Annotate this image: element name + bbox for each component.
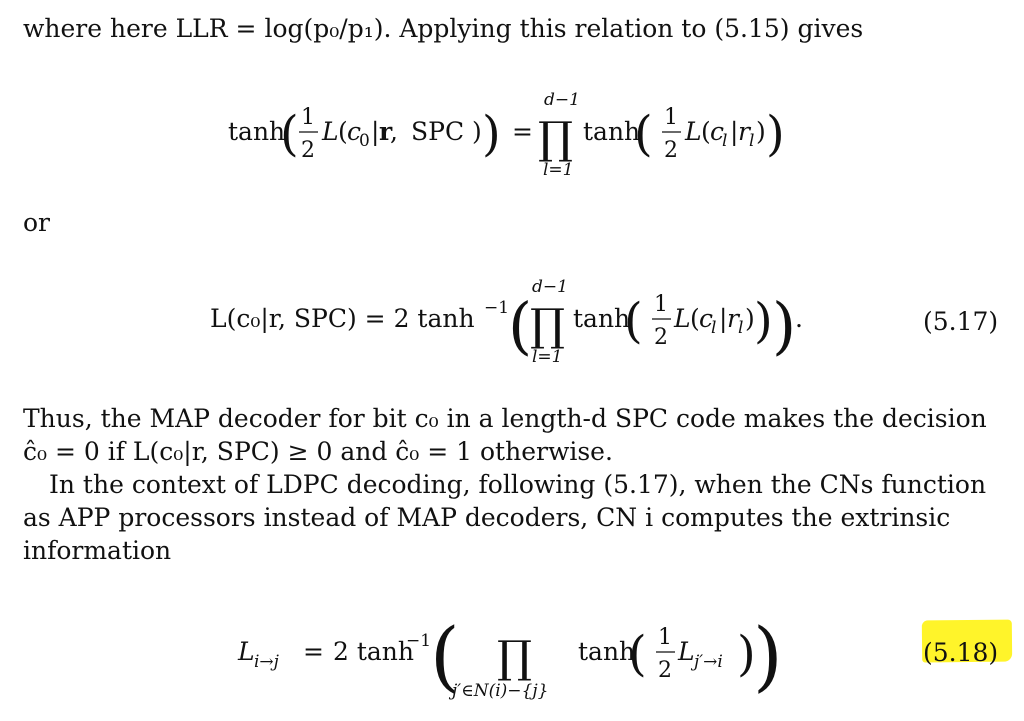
eq3-rparen: )	[737, 626, 756, 682]
equation-number-517: (5.17)	[923, 307, 999, 336]
equation-number-518: (5.18)	[923, 638, 999, 667]
eq2-period: .	[795, 304, 803, 333]
eq1-rparen2: )	[766, 106, 785, 162]
eq1-c: c	[347, 117, 362, 146]
or-connector: or	[23, 208, 51, 237]
eq2-half-den: 2	[654, 325, 668, 350]
eq3-L-sub: i→j	[254, 652, 279, 672]
eq2-big-lparen: (	[508, 289, 533, 362]
eq1-half2-den: 2	[664, 138, 678, 163]
eq3-tanh: tanh	[578, 637, 636, 666]
eq1-close: )	[472, 117, 482, 146]
eq3-lparen: (	[628, 626, 647, 682]
eq1-open: (	[338, 117, 348, 146]
eq3-big-rparen: )	[753, 611, 783, 700]
eq2-cl: c	[699, 304, 714, 333]
paragraph-llr: where here LLR = log(p₀/p₁). Applying this relation to (5.15) gives	[23, 14, 864, 43]
eq2-bar: |	[719, 304, 728, 333]
eq3-prod: ∏	[497, 632, 533, 683]
paragraph-map-decoder-line1: Thus, the MAP decoder for bit c₀ in a length-d SPC code makes the decision	[23, 404, 987, 433]
eq1-rl: r	[738, 117, 750, 146]
eq3-L: L	[238, 637, 255, 666]
eq2-prod: ∏	[530, 300, 566, 351]
eq1-prod-upper: d−1	[544, 90, 580, 110]
eq1-comma: ,	[390, 117, 398, 146]
eq1-spc: SPC	[411, 117, 465, 146]
eq2-lhs: L(c₀|r, SPC) = 2 tanh	[210, 304, 475, 333]
eq3-Lj: L	[678, 637, 695, 666]
eq3-half-num: 1	[658, 625, 672, 650]
eq1-open2: (	[701, 117, 711, 146]
eq1-cl-sub: l	[722, 131, 728, 151]
eq1-prod-lower: l=1	[543, 160, 574, 180]
eq1-r: r	[379, 117, 393, 146]
eq1-rl-sub: l	[749, 131, 755, 151]
eq2-rparen: )	[754, 293, 773, 349]
eq3-inv: −1	[406, 631, 432, 651]
eq1-half-num: 1	[301, 105, 315, 130]
eq1-half-den: 2	[301, 138, 315, 163]
eq2-inv: −1	[484, 298, 510, 318]
eq3-prod-lower: j′∈N(i)−{j}	[452, 681, 549, 701]
eq1-L2: L	[685, 117, 702, 146]
paragraph-ldpc-line1: In the context of LDPC decoding, following (5.17), when the CNs function	[49, 470, 987, 499]
eq2-lparen: (	[624, 293, 643, 349]
eq1-half2-num: 1	[664, 105, 678, 130]
eq2-rl: r	[727, 304, 739, 333]
eq2-prod-lower: l=1	[532, 347, 563, 367]
eq3-Lj-sub: j′→i	[694, 652, 723, 672]
eq1-lparen2: (	[634, 106, 653, 162]
paragraph-ldpc	[23, 468, 995, 567]
eq1-cl: c	[710, 117, 725, 146]
paragraph-ldpc-line2: as APP processors instead of MAP decoders, CN i computes the extrinsic	[23, 503, 951, 532]
eq2-L: L	[674, 304, 691, 333]
eq2-big-rparen: )	[772, 289, 797, 362]
eq2-open: (	[690, 304, 700, 333]
eq2-cl-sub: l	[711, 318, 717, 338]
paragraph-map-decoder-line2: ĉ₀ = 0 if L(c₀|r, SPC) ≥ 0 and ĉ₀ = 1 otherwise.	[23, 437, 613, 466]
eq3-equals: =	[303, 637, 324, 666]
eq1-tanh2: tanh	[583, 117, 641, 146]
eq1-tanh: tanh	[228, 117, 286, 146]
eq2-rl-sub: l	[738, 318, 744, 338]
eq1-equals: =	[512, 117, 533, 146]
eq1-L: L	[322, 117, 339, 146]
eq1-bar: |	[371, 117, 380, 146]
eq1-lparen: (	[280, 106, 299, 162]
eq3-two-tanh: 2 tanh	[333, 637, 415, 666]
eq1-close2: )	[756, 117, 766, 146]
equation-517	[210, 277, 803, 367]
eq3-big-lparen: (	[430, 611, 460, 700]
eq2-prod-upper: d−1	[532, 277, 568, 297]
eq2-half-num: 1	[654, 292, 668, 317]
eq1-prod: ∏	[538, 113, 574, 164]
equation-518	[237, 611, 783, 701]
paragraph-ldpc-line3: information	[23, 536, 172, 565]
equation-tanh-product	[228, 90, 785, 180]
eq1-rparen: )	[482, 106, 501, 162]
eq3-half-den: 2	[658, 658, 672, 683]
eq2-close: )	[745, 304, 755, 333]
paragraph-map-decoder	[23, 402, 995, 468]
eq1-bar2: |	[730, 117, 739, 146]
eq1-c-sub: 0	[359, 131, 370, 151]
eq2-tanh: tanh	[573, 304, 631, 333]
